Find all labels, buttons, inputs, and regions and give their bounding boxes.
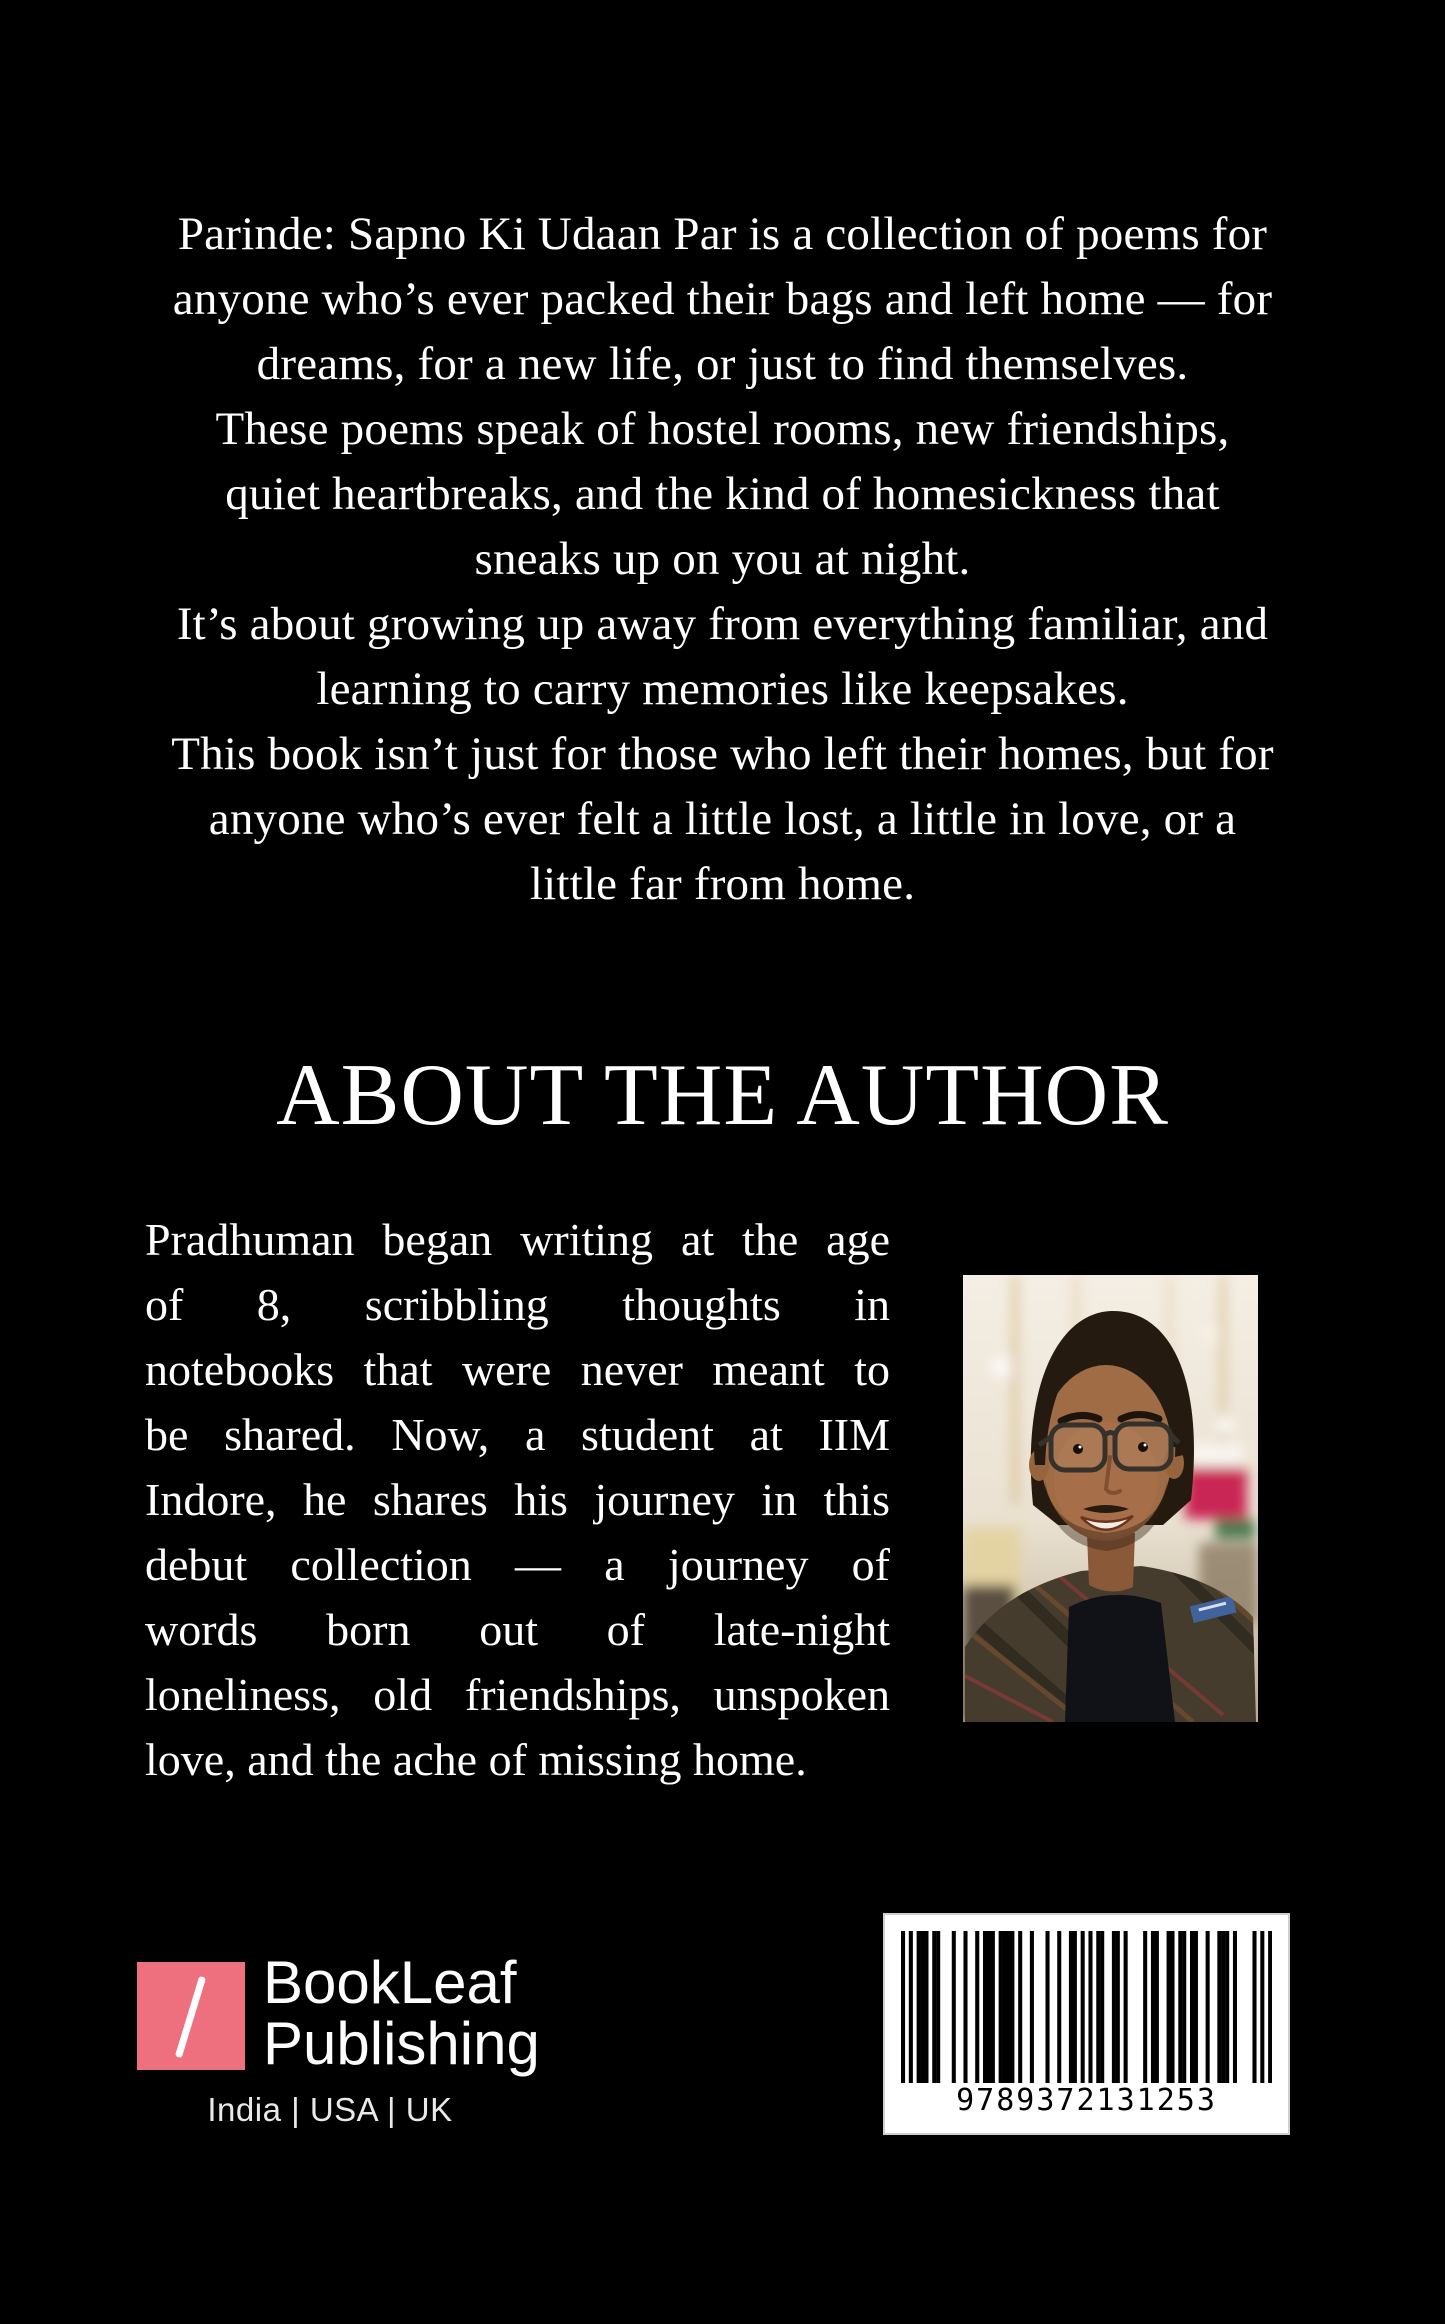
slash-icon xyxy=(175,1976,206,2058)
bio-line: of 8, scribbling thoughts in xyxy=(145,1279,890,1330)
bio-line: words born out of late-night xyxy=(145,1604,890,1655)
description-line: learning to carry memories like keepsakes. xyxy=(316,663,1129,715)
description-line: sneaks up on you at night. xyxy=(474,533,971,585)
bio-line: loneliness, old friendships, unspoken xyxy=(145,1669,890,1720)
description-line: It’s about growing up away from everything familiar, and xyxy=(176,598,1269,650)
barcode-bars xyxy=(901,1931,1272,2083)
description-line: anyone who’s ever felt a little lost, a little in love, or a xyxy=(208,793,1237,845)
description-line: anyone who’s ever packed their bags and left home — for xyxy=(172,273,1273,325)
barcode xyxy=(883,1913,1290,2135)
bio-line: be shared. Now, a student at IIM xyxy=(145,1409,890,1460)
description-line: little far from home. xyxy=(529,858,916,910)
description-line: Parinde: Sapno Ki Udaan Par is a collection of poems for xyxy=(177,208,1268,260)
description-line: This book isn’t just for those who left their homes, but for xyxy=(171,728,1274,780)
bio-line: love, and the ache of missing home. xyxy=(145,1734,807,1785)
publisher-regions: India | USA | UK xyxy=(207,2091,453,2128)
publisher-logo-mark xyxy=(137,1962,245,2070)
isbn-number: 9789372131253 xyxy=(956,2083,1217,2118)
description-line: quiet heartbreaks, and the kind of homesickness that xyxy=(225,468,1220,520)
publisher-name-line2: Publishing xyxy=(263,2010,540,2077)
description-line: These poems speak of hostel rooms, new friendships, xyxy=(215,403,1230,455)
publisher-name xyxy=(263,1949,540,2077)
author-bio xyxy=(145,1207,890,1792)
bio-line: notebooks that were never meant to xyxy=(145,1344,890,1395)
bio-line: debut collection — a journey of xyxy=(145,1539,890,1590)
about-the-author-heading: ABOUT THE AUTHOR xyxy=(276,1047,1169,1144)
bio-line: Pradhuman began writing at the age xyxy=(145,1214,890,1265)
publisher-name-line1: BookLeaf xyxy=(263,1949,517,2016)
author-photo xyxy=(963,1275,1258,1722)
book-description xyxy=(0,202,1445,917)
description-line: dreams, for a new life, or just to find themselves. xyxy=(256,338,1189,390)
bio-line: Indore, he shares his journey in this xyxy=(145,1474,890,1525)
